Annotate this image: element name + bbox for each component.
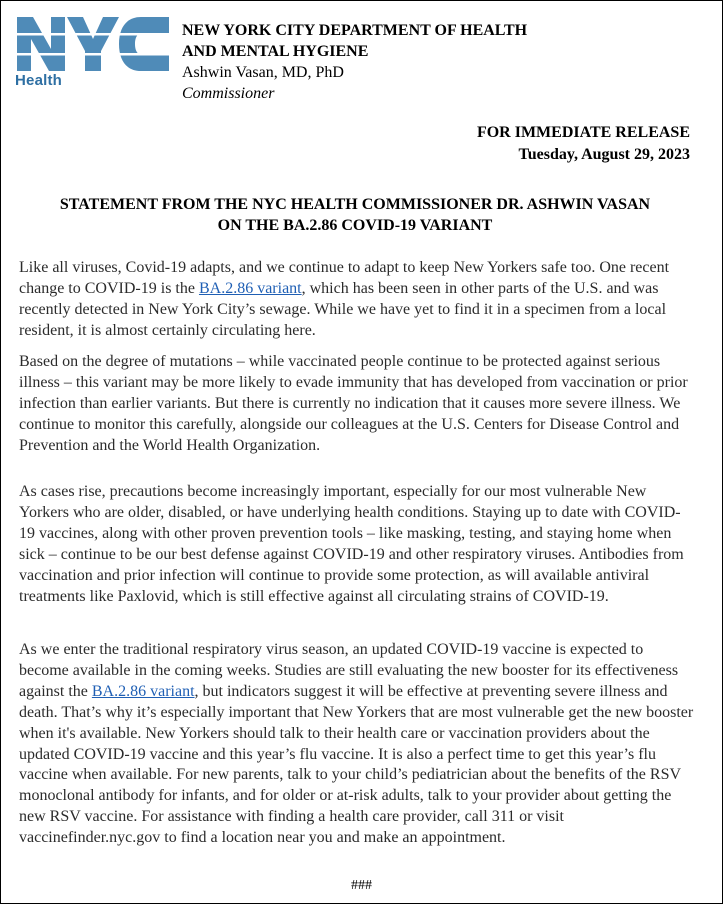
ba286-variant-link[interactable]: BA.2.86 variant [198, 279, 302, 297]
paragraph-2: Based on the degree of mutations – while vaccinated people continue to be protected against serious illness – this variant may be more likely to evade immunity that has developed from vaccination or prior infection than earlier variants. But there is currently no indication that it causes more severe illness. We continue to monitor this carefully, alongside our colleagues at the U.S. Centers for Disease Control and Prevention and the World Health Organization. [19, 353, 688, 454]
paragraph-4-text-b: , but indicators suggest it will be effective at preventing severe illness and death. That’s why it’s especially important that New Yorkers that are most vulnerable get the new booster when it's available. New Yorkers should talk to their health care or vaccination providers about the updated COVID-19 vaccine and this year’s flu vaccine. It is also a perfect time to get this year’s flu vaccine when available. For new parents, talk to your child’s pediatrician about the benefits of the RSV monoclonal antibody for infants, and for older or at-risk adults, talk to your provider about getting the new RSV vaccine. For assistance with finding a health care provider, call 311 or visit vaccinefinder.nyc.gov to find a location near you and make an appointment. [19, 682, 694, 847]
ba286-variant-link-2[interactable]: BA.2.86 variant [91, 682, 195, 700]
release-label: FOR IMMEDIATE RELEASE [476, 124, 690, 141]
paragraph-4-text-a: As we enter the traditional respiratory virus season, an updated COVID-19 vaccine is expected to become available in the coming weeks. Studies are still evaluating the new booster for its effectiveness against the [19, 641, 679, 700]
nyc-logo-graphic [15, 15, 171, 73]
letterhead [182, 20, 527, 104]
end-mark: ### [351, 878, 372, 893]
headline-line2: ON THE BA.2.86 COVID-19 VARIANT [217, 217, 493, 234]
paragraph-1-text-b: , which has been seen in other parts of the U.S. and was recently detected in New York City’s sewage. While we have yet to find it in a specimen from a local resident, it is almost certainly circulating here. [19, 279, 667, 339]
release-date: Tuesday, August 29, 2023 [518, 146, 690, 163]
headline-line1: STATEMENT FROM THE NYC HEALTH COMMISSIONER DR. ASHWIN VASAN [59, 196, 651, 213]
department-name-line1: NEW YORK CITY DEPARTMENT OF HEALTH [182, 22, 528, 39]
department-name-line2: AND MENTAL HYGIENE [182, 43, 369, 60]
logo-health-label: Health [15, 72, 63, 89]
commissioner-name: Ashwin Vasan, MD, PhD [182, 64, 344, 81]
release-block [477, 122, 690, 166]
commissioner-title: Commissioner [182, 85, 275, 102]
paragraph-4 [19, 640, 695, 849]
paragraph-1 [19, 258, 695, 342]
statement-headline [21, 194, 689, 236]
paragraph-3: As cases rise, precautions become increasingly important, especially for our most vulnerable New Yorkers who are older, disabled, or have underlying health conditions. Staying up to date with COVID-19 vaccines, along with other proven prevention tools – like masking, testing, and staying home when sick – continue to be our best defense against COVID-19 and other respiratory viruses. Antibodies from vaccination and prior infection will continue to provide some protection, as will available antiviral treatments like Paxlovid, which is still effective against all circulating strains of COVID-19. [19, 483, 684, 605]
nyc-health-logo [15, 15, 171, 95]
paragraph-1-text-a: Like all viruses, Covid-19 adapts, and we continue to adapt to keep New Yorkers safe too. One recent change to COVID-19 is the [19, 259, 670, 297]
